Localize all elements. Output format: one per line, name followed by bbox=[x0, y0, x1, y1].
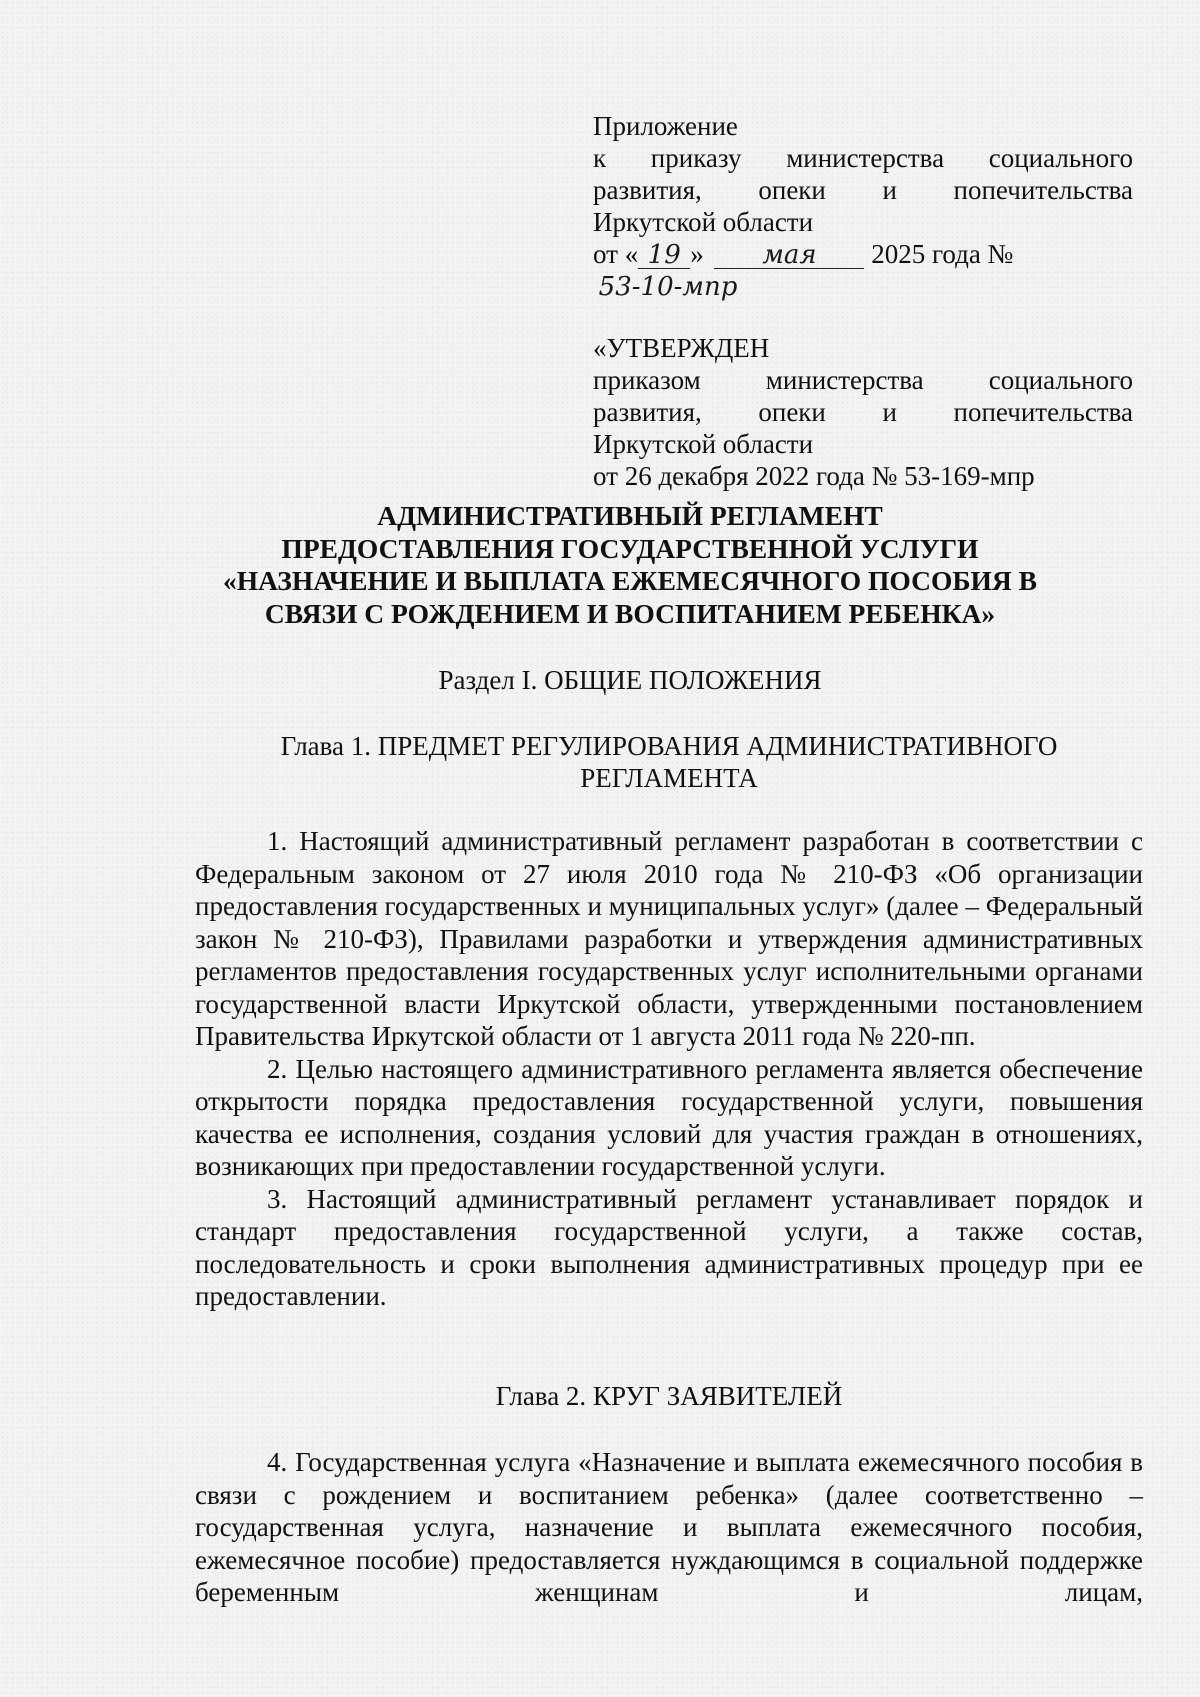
appendix-line: к приказу министерства социального bbox=[593, 143, 1133, 173]
title-line: «НАЗНАЧЕНИЕ И ВЫПЛАТА ЕЖЕМЕСЯЧНОГО ПОСОБИЯ В bbox=[222, 565, 1038, 596]
chapter2-heading bbox=[195, 1380, 1143, 1412]
chapter-title-line: РЕГЛАМЕНТА bbox=[580, 763, 758, 793]
appendix-block bbox=[593, 110, 1133, 492]
date-mid: » bbox=[690, 239, 704, 269]
date-prefix: от « bbox=[593, 239, 639, 269]
document-title bbox=[180, 500, 1080, 630]
title-line: АДМИНИСТРАТИВНЫЙ РЕГЛАМЕНТ bbox=[377, 500, 883, 531]
section-title: Раздел I. ОБЩИЕ ПОЛОЖЕНИЯ bbox=[438, 665, 822, 695]
approved-title: «УТВЕРЖДЕН bbox=[593, 333, 770, 363]
appendix-line: развития, опеки и попечительства bbox=[593, 175, 1133, 205]
appendix-date-line bbox=[593, 238, 1133, 302]
date-year: 2025 года № bbox=[864, 239, 1014, 269]
chapter-title-line: Глава 1. ПРЕДМЕТ РЕГУЛИРОВАНИЯ АДМИНИСТРАТИВНОГО bbox=[280, 731, 1058, 761]
paragraph: 4. Государственная услуга «Назначение и выплата ежемесячного пособия в связи с рождением и воспитанием ребенка» (далее соответственно – государственная услуга, назначение и выплата ежемесячного пособия, ежемесячное пособие) предоставляется нуждающимся в социальной поддержке беременным женщинам и лицам, bbox=[195, 1447, 1143, 1607]
paragraph: 2. Целью настоящего административного регламента является обеспечение открытости порядка предоставления государственной услуги, повышения качества ее исполнения, создания условий для участия граждан в отношениях, возникающих при предоставлении государственной услуги. bbox=[195, 1053, 1143, 1181]
approved-line: развития, опеки и попечительства bbox=[593, 397, 1133, 427]
paragraph: 3. Настоящий административный регламент устанавливает порядок и стандарт предоставления государственной услуги, а также состав, последовательность и сроки выполнения административных процедур при ее предоставлении. bbox=[195, 1183, 1143, 1311]
appendix-line: Иркутской области bbox=[593, 207, 814, 237]
handwritten-day: 19 bbox=[638, 242, 690, 269]
handwritten-number: 53-10-мпр bbox=[598, 272, 738, 302]
chapter2-body bbox=[195, 1446, 1143, 1609]
appendix-title: Приложение bbox=[593, 111, 738, 141]
section-heading bbox=[180, 664, 1080, 696]
approved-line: от 26 декабря 2022 года № 53-169-мпр bbox=[593, 461, 1035, 491]
approved-line: приказом министерства социального bbox=[593, 365, 1133, 395]
title-line: ПРЕДОСТАВЛЕНИЯ ГОСУДАРСТВЕННОЙ УСЛУГИ bbox=[281, 532, 979, 564]
chapter1-body bbox=[195, 825, 1143, 1313]
approved-line: Иркутской области bbox=[593, 429, 814, 459]
chapter-heading bbox=[195, 730, 1143, 794]
paragraph: 1. Настоящий административный регламент разработан в соответствии с Федеральным законом от 27 июля 2010 года № 210-ФЗ «Об организации предоставления государственных и муниципальных услуг» (далее – Федеральный закон № 210-ФЗ), Правилами разработки и утверждения административных регламентов предоставления государственных услуг исполнительными органами государственной власти Иркутской области, утвержденными постановлением Правительства Иркутской области от 1 августа 2011 года № 220-пп. bbox=[195, 826, 1143, 1051]
chapter-title: Глава 2. КРУГ ЗАЯВИТЕЛЕЙ bbox=[495, 1381, 843, 1411]
title-line: СВЯЗИ С РОЖДЕНИЕМ И ВОСПИТАНИЕМ РЕБЕНКА» bbox=[264, 597, 996, 629]
handwritten-month: мая bbox=[714, 242, 864, 269]
